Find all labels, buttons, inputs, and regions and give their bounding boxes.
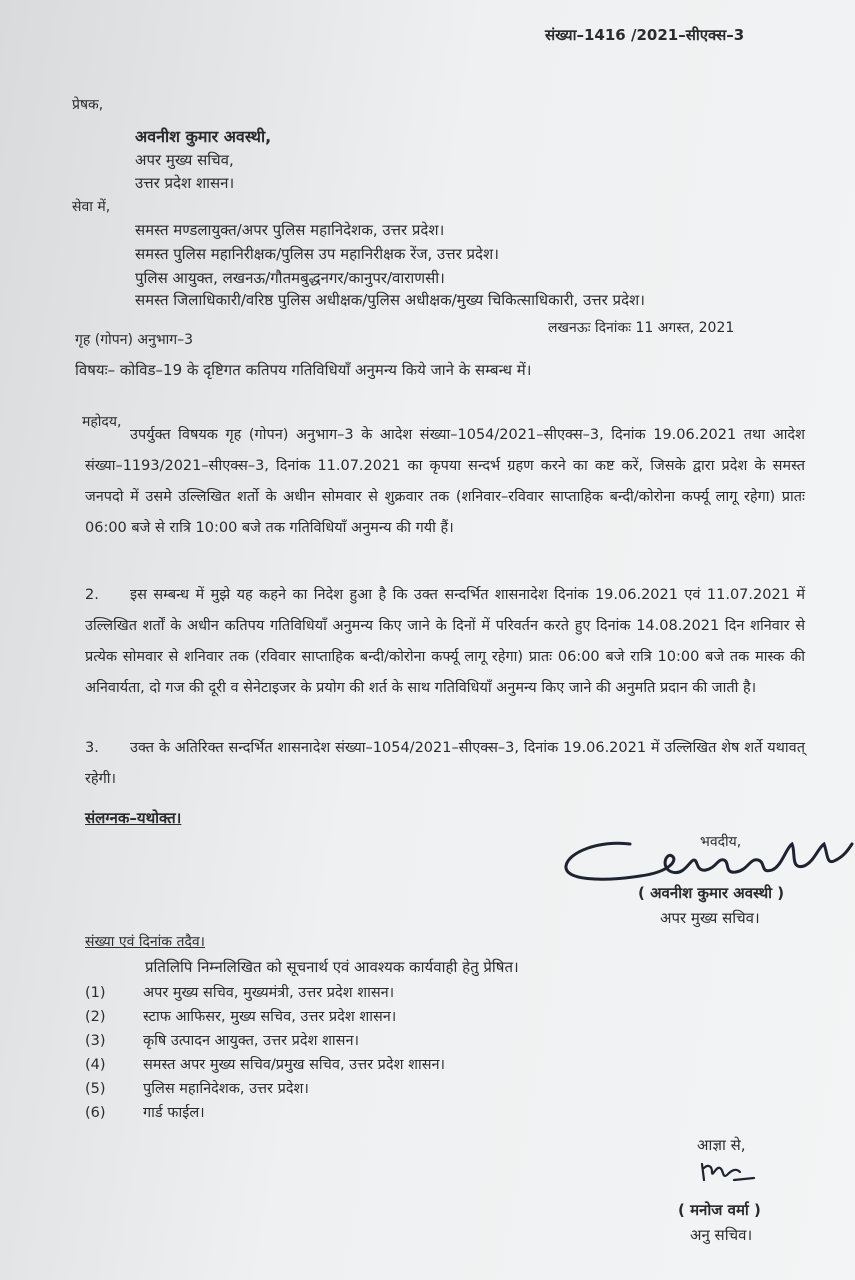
copy-item-number: (4) (85, 1057, 106, 1073)
paragraph-3-number: 3. (85, 740, 99, 756)
salutation: महोदय, (82, 414, 122, 430)
copy-heading: संख्या एवं दिनांक तदैव। (85, 934, 205, 950)
order-by-designation: अनु सचिव। (690, 1226, 753, 1244)
copy-item-number: (3) (85, 1033, 106, 1049)
copy-item (85, 1030, 359, 1050)
copy-item-text: समस्त अपर मुख्य सचिव/प्रमुख सचिव, उत्तर प्रदेश शासन। (143, 1057, 446, 1073)
enclosure-note: संलग्नक–यथोक्त। (85, 809, 182, 827)
recipients-label: सेवा में, (72, 199, 111, 215)
copy-item-text: अपर मुख्य सचिव, मुख्यमंत्री, उत्तर प्रदेश शासन। (143, 985, 395, 1001)
subject-line: विषयः– कोविड–19 के दृष्टिगत कतिपय गतिविधियाँ अनुमन्य किये जाने के सम्बन्ध में। (75, 361, 532, 379)
sender-name: अवनीश कुमार अवस्थी, (135, 127, 272, 146)
paragraph-2 (85, 580, 805, 704)
copy-item-text: कृषि उत्पादन आयुक्त, उत्तर प्रदेश शासन। (143, 1033, 360, 1049)
copy-item-number: (1) (85, 985, 106, 1001)
copy-item-number: (2) (85, 1009, 106, 1025)
copy-item-number: (6) (85, 1105, 106, 1121)
closing-yours: भवदीय, (700, 834, 742, 850)
sender-department: उत्तर प्रदेश शासन। (135, 174, 235, 192)
order-by-name: ( मनोज वर्मा ) (678, 1201, 761, 1219)
closing-name: ( अवनीश कुमार अवस्थी ) (638, 884, 785, 902)
copy-item (85, 1054, 445, 1074)
paragraph-3 (85, 733, 805, 795)
paragraph-3-text: उक्त के अतिरिक्त सन्दर्भित शासनादेश संख्या–1054/2021–सीएक्स–3, दिनांक 19.06.2021 में उल्लिखित शेष शर्ते यथावत् रहेगी। (85, 740, 805, 787)
section-name: गृह (गोपन) अनुभाग–3 (75, 332, 194, 348)
copy-item (85, 1078, 309, 1098)
initials-signature-image (698, 1158, 758, 1186)
sender-label: प्रेषक, (72, 97, 104, 113)
place-date: लखनऊः दिनांकः 11 अगस्त, 2021 (548, 320, 735, 336)
paragraph-2-text: इस सम्बन्ध में मुझे यह कहने का निदेश हुआ है कि उक्त सन्दर्भित शासनादेश दिनांक 19.06.2021 एवं 11.07.2021 में उल्लिखित शर्तों के अधीन कतिपय गतिविधियाँ अनुमन्य किए जाने के दिनों में परिवर्तन करते हुए दिनांक 14.08.2021 दिन शनिवार से प्रत्येक सोमवार से शनिवार तक (रविवार साप्ताहिक बन्दी/कोरोना कर्फ्यू लागू रहेगा) प्रातः 06:00 बजे रात्रि 10:00 बजे तक मास्क की अनिवार्यता, दो गज की दूरी व सेनेटाइजर के प्रयोग की शर्त के साथ गतिविधियाँ अनुमन्य किए जाने की अनुमति प्रदान की जाती है। (85, 587, 805, 696)
order-by-label: आज्ञा से, (697, 1136, 746, 1154)
recipient-line: समस्त पुलिस महानिरीक्षक/पुलिस उप महानिरीक्षक रेंज, उत्तर प्रदेश। (135, 245, 499, 263)
copy-item-text: स्टाफ आफिसर, मुख्य सचिव, उत्तर प्रदेश शासन। (143, 1009, 397, 1025)
copy-item (85, 1102, 205, 1122)
recipient-line: पुलिस आयुक्त, लखनऊ/गौतमबुद्धनगर/कानुपर/वाराणसी। (135, 269, 445, 287)
copy-item-number: (5) (85, 1081, 106, 1097)
copy-item-text: गार्ड फाईल। (143, 1105, 205, 1121)
recipient-line: समस्त मण्डलायुक्त/अपर पुलिस महानिदेशक, उत्तर प्रदेश। (135, 221, 445, 239)
paragraph-1-text: उपर्युक्त विषयक गृह (गोपन) अनुभाग–3 के आदेश संख्या–1054/2021–सीएक्स–3, दिनांक 19.06.2021 तथा आदेश संख्या–1193/2021–सीएक्स–3, दिनांक 11.07.2021 का कृपया सन्दर्भ ग्रहण करने का कष्ट करें, जिसके द्वारा प्रदेश के समस्त जनपदो में उसमे उल्लिखित शर्तो के अधीन सोमवार से शुक्रवार तक (शनिवार–रविवार साप्ताहिक बन्दी/कोरोना कर्फ्यू लागू रहेगा) प्रातः 06:00 बजे से रात्रि 10:00 बजे तक गतिविधियाँ अनुमन्य की गयी हैं। (85, 427, 805, 536)
copy-item (85, 1006, 396, 1026)
copy-item (85, 982, 394, 1002)
recipient-line: समस्त जिलाधिकारी/वरिष्ठ पुलिस अधीक्षक/पुलिस अधीक्षक/मुख्य चिकित्साधिकारी, उत्तर प्रदेश। (135, 291, 645, 309)
sender-designation: अपर मुख्य सचिव, (135, 151, 234, 169)
copy-item-text: पुलिस महानिदेशक, उत्तर प्रदेश। (143, 1081, 309, 1097)
closing-designation: अपर मुख्य सचिव। (660, 909, 760, 927)
reference-number: संख्या–1416 /2021–सीएक्स–3 (545, 26, 745, 44)
paragraph-1 (85, 420, 805, 544)
copy-intro: प्रतिलिपि निम्नलिखित को सूचनार्थ एवं आवश्यक कार्यवाही हेतु प्रेषित। (145, 958, 519, 976)
paragraph-2-number: 2. (85, 587, 99, 603)
